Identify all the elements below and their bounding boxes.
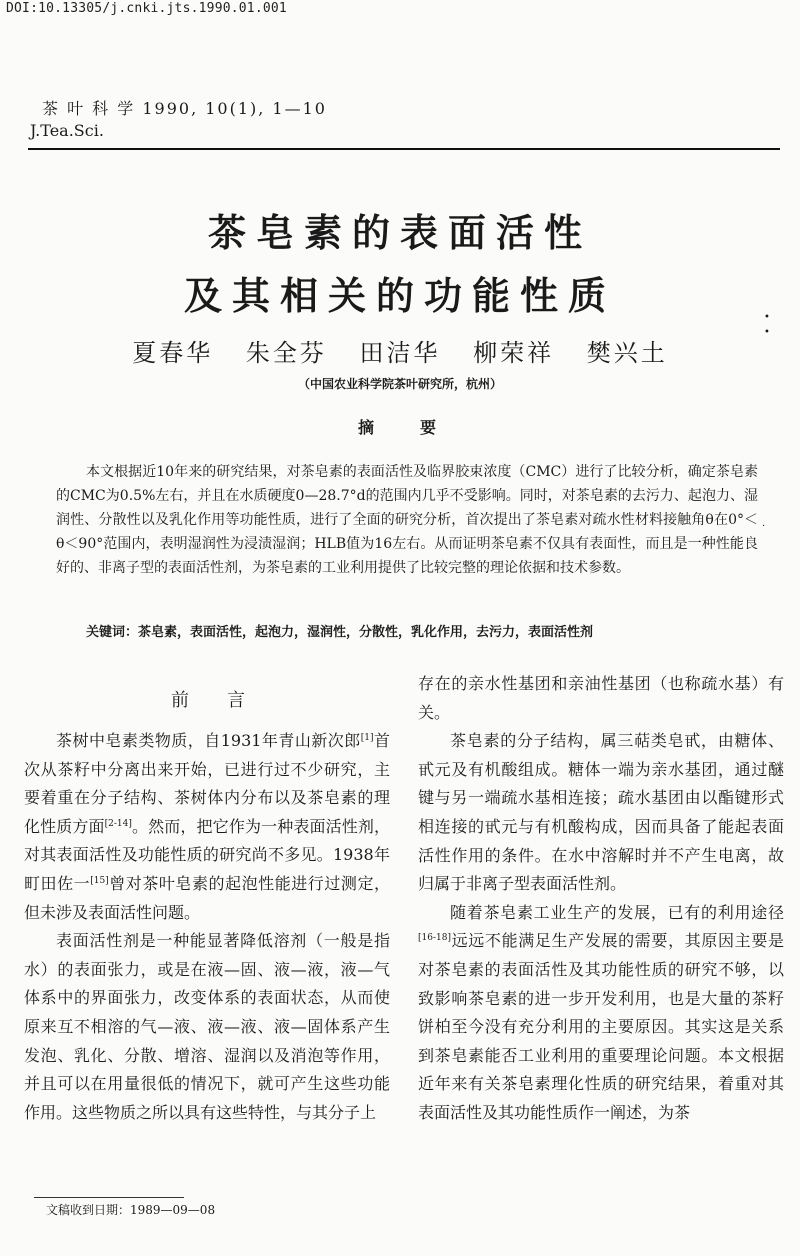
intro-paragraph-1 [24,727,390,927]
text-span: 远远不能满足生产发展的需要，其原因主要是对茶皂素的表面活性及其功能性质的研究不够，以致影响茶皂素的进一步开发利用，也是大量的茶籽饼柏至今没有充分利用的主要原因。其实这是关系到茶皂素能否工业利用的重要理论问题。本文根据近年来有关茶皂素理化性质的研究结果，着重对其表面活性及其功能性质作一阐述，为茶 [418,931,784,1122]
intro-paragraph-4 [418,899,784,1128]
scan-speck: • [764,327,770,338]
right-column [418,670,784,1128]
text-span: 茶树中皂素类物质，自1931年青山新次郎 [56,731,361,750]
abstract-body: 本文根据近10年来的研究结果，对茶皂素的表面活性及临界胶束浓度（CMC）进行了比较分析，确定茶皂素的CMC为0.5%左右，并且在水质硬度0—28.7°d的范围内几乎不受影响。同时，对茶皂素的去污力、起泡力、湿润性、分散性以及乳化作用等功能性质，进行了全面的研究分析，首次提出了茶皂素对疏水性材料接触角θ在0°＜θ＜90°范围内，表明湿润性为浸渍湿润；HLB值为16左右。从而证明茶皂素不仅具有表面性，而且是一种性能良好的、非离子型的表面活性剂，为茶皂素的工业利用提供了比较完整的理论依据和技术参数。 [56,464,758,576]
scan-speck: • [764,312,770,323]
intro-paragraph-2: 表面活性剂是一种能显著降低溶剂（一般是指水）的表面张力，或是在液—固、液—液，液—气体系中的界面张力，改变体系的表面状态，从而使原来互不相溶的气—液、液—液、液—固体系产生发泡、乳化、分散、增溶、湿润以及消泡等作用，并且可以在用量很低的情况下，就可产生这些功能作用。这些物质之所以具有这些特性，与其分子上 [24,931,390,1122]
paper-title-line-2: 及其相关的功能性质 [183,274,616,318]
citation-ref: [16-18] [418,933,451,944]
intro-paragraph-3: 茶皂素的分子结构，属三萜类皂甙，由糖体、甙元及有机酸组成。糖体一端为亲水基团，通过醚键与另一端疏水基相连接；疏水基团由以酯键形式相连接的甙元与有机酸构成，因而具备了能起表面活性作用的条件。在水中溶解时并不产生电离，故归属于非离子型表面活性剂。 [418,731,784,894]
scan-speck: · [762,521,766,532]
keywords-label: 关键词： [86,625,139,640]
left-column [24,727,390,1127]
keywords [86,621,776,640]
citation-ref: [1] [360,733,374,743]
journal-abbreviation: J.Tea.Sci. [30,121,104,140]
text-span: 。然而，把它作为一种表面活性剂，对其表面活性及功能性质的研究尚不多见。1938年町田佐一 [24,816,390,893]
header-rule [28,148,780,150]
text-span: 曾对茶叶皂素的起泡性能进行过测定，但未涉及表面活性问题。 [24,873,390,922]
paper-title-line-1: 茶皂素的表面活性 [207,211,592,255]
citation-ref: [2-14] [104,818,132,829]
section-heading-intro: 前言 [171,690,283,711]
doi-line: DOI:10.13305/j.cnki.jts.1990.01.001 [6,1,287,16]
text-span: 随着茶皂素工业生产的发展，已有的利用途径 [450,902,784,922]
keywords-list: 茶皂素，表面活性，起泡力，湿润性，分散性，乳化作用，去污力，表面活性剂 [138,625,594,640]
citation-ref: [15] [90,875,109,886]
affiliation: （中国农业科学院茶叶研究所，杭州） [297,377,502,391]
abstract-heading: 摘要 [357,418,482,437]
journal-citation: 茶 叶 科 学 1990, 10(1), 1—10 [42,99,327,118]
received-date-footnote: 文稿收到日期：1989—09—08 [46,1203,216,1217]
footnote-rule [34,1197,184,1198]
intro-paragraph-2-continued: 存在的亲水性基团和亲油性基团（也称疏水基）有关。 [418,674,784,722]
text-span: 首次从茶籽中分离出来开始，已进行过不少研究，主要着重在分子结构、茶树体内分布以及茶皂素的理化性质方面 [24,731,390,836]
authors: 夏春华 朱全芬 田洁华 柳荣祥 樊兴土 [132,339,668,367]
